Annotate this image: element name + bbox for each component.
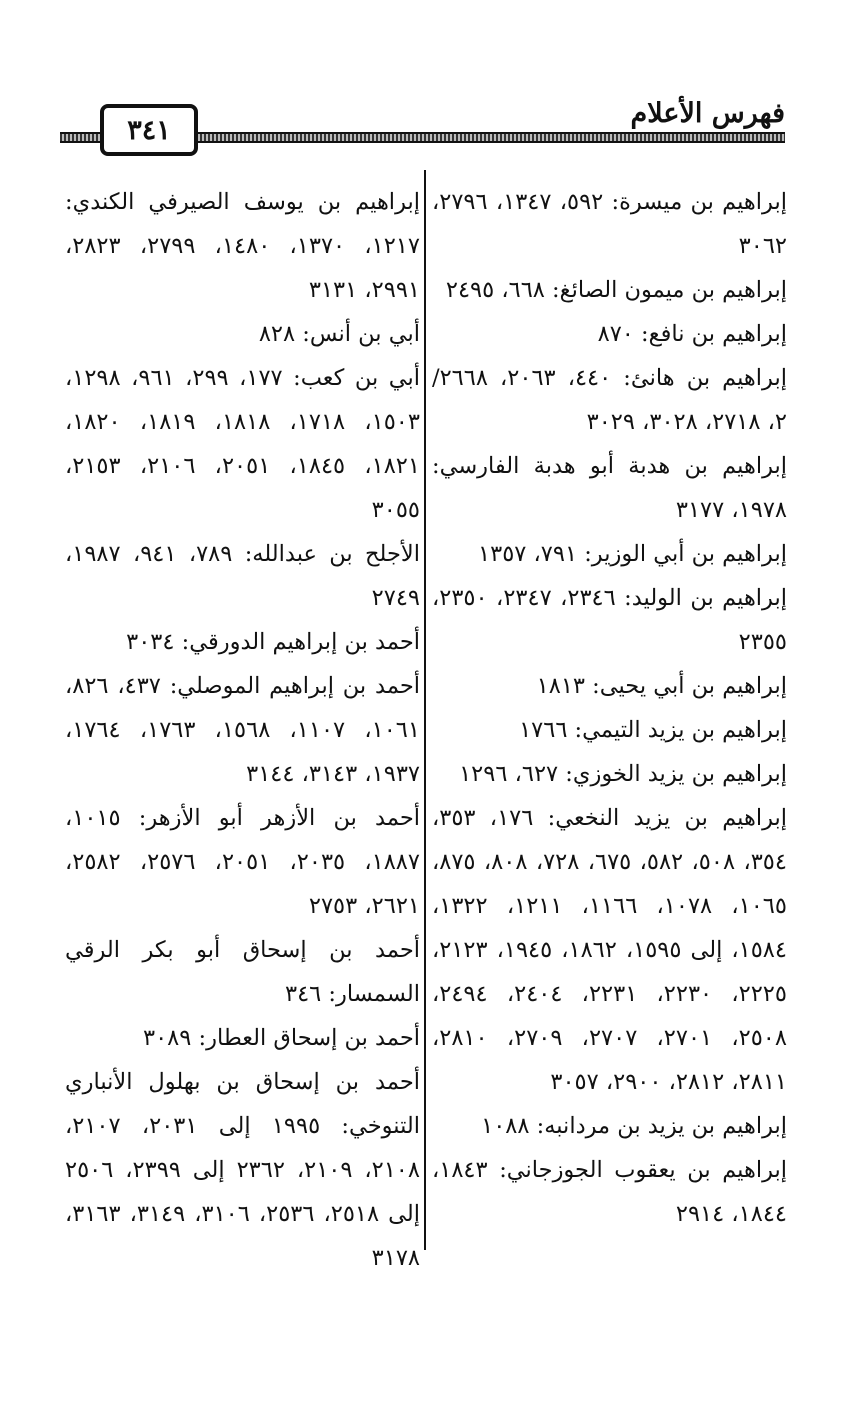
index-entry: الأجلح بن عبدالله: ٧٨٩، ٩٤١، ١٩٨٧، ٢٧٤٩ (65, 541, 420, 611)
index-column-left (65, 180, 420, 1280)
index-entry: أحمد بن إسحاق أبو بكر الرقي السمسار: ٣٤٦ (65, 937, 420, 1007)
index-entry: إبراهيم بن يزيد بن مردانبه: ١٠٨٨ (481, 1113, 787, 1139)
index-entry: أحمد بن إبراهيم الموصلي: ٤٣٧، ٨٢٦، ١٠٦١، ١١٠٧، ١٥٦٨، ١٧٦٣، ١٧٦٤، ١٩٣٧، ٣١٤٣، ٣١٤٤ (65, 673, 420, 787)
index-entry: أبي بن أنس: ٨٢٨ (258, 321, 420, 347)
index-column-right (432, 180, 787, 1236)
index-entry: إبراهيم بن يزيد النخعي: ١٧٦، ٣٥٣، ٣٥٤، ٥٠٨، ٥٨٢، ٦٧٥، ٧٢٨، ٨٠٨، ٨٧٥، ١٠٦٥، ١٠٧٨، ١١٦٦، ١٢١١، ١٣٢٢، ١٥٨٤، إلى ١٥٩٥، ١٨٦٢، ١٩٤٥، ٢١٢٣، ٢٢٢٥، ٢٢٣٠، ٢٢٣١، ٢٤٠٤، ٢٤٩٤، ٢٥٠٨، ٢٧٠١، ٢٧٠٧، ٢٧٠٩، ٢٨١٠، ٢٨١١، ٢٨١٢، ٢٩٠٠، ٣٠٥٧ (432, 805, 787, 1095)
index-entry: إبراهيم بن يزيد التيمي: ١٧٦٦ (519, 717, 787, 743)
index-entry: أحمد بن إسحاق بن بهلول الأنباري التنوخي: ١٩٩٥ إلى ٢٠٣١، ٢١٠٧، ٢١٠٨، ٢١٠٩، ٢٣٦٢ إلى ٢٣٩٩، ٢٥٠٦ إلى ٢٥١٨، ٢٥٣٦، ٣١٠٦، ٣١٤٩، ٣١٦٣، ٣١٧٨ (65, 1069, 420, 1271)
page-header (60, 92, 785, 152)
index-entry: أحمد بن إسحاق العطار: ٣٠٨٩ (143, 1025, 420, 1051)
index-entry: إبراهيم بن أبي الوزير: ٧٩١، ١٣٥٧ (478, 541, 787, 567)
column-divider (424, 170, 426, 1250)
index-entry: أحمد بن الأزهر أبو الأزهر: ١٠١٥، ١٨٨٧، ٢٠٣٥، ٢٠٥١، ٢٥٧٦، ٢٥٨٢، ٢٦٢١، ٢٧٥٣ (65, 805, 420, 919)
index-entry: إبراهيم بن يعقوب الجوزجاني: ١٨٤٣، ١٨٤٤، ٢٩١٤ (432, 1157, 787, 1227)
page-number: ٣٤١ (100, 104, 198, 156)
index-entry: إبراهيم بن الوليد: ٢٣٤٦، ٢٣٤٧، ٢٣٥٠، ٢٣٥٥ (432, 585, 787, 655)
index-entry: أبي بن كعب: ١٧٧، ٢٩٩، ٩٦١، ١٢٩٨، ١٥٠٣، ١٧١٨، ١٨١٨، ١٨١٩، ١٨٢٠، ١٨٢١، ١٨٤٥، ٢٠٥١، ٢١٠٦، ٢١٥٣، ٣٠٥٥ (65, 365, 420, 523)
index-entry: أحمد بن إبراهيم الدورقي: ٣٠٣٤ (126, 629, 420, 655)
index-entry: إبراهيم بن هانئ: ٤٤٠، ٢٠٦٣، ٢٦٦٨/ ٢، ٢٧١٨، ٣٠٢٨، ٣٠٢٩ (432, 365, 787, 435)
running-title: فهرس الأعلام (623, 98, 785, 129)
index-entry: إبراهيم بن ميسرة: ٥٩٢، ١٣٤٧، ٢٧٩٦، ٣٠٦٢ (432, 189, 787, 259)
index-entry: إبراهيم بن يزيد الخوزي: ٦٢٧، ١٢٩٦ (459, 761, 787, 787)
index-entry: إبراهيم بن يوسف الصيرفي الكندي: ١٢١٧، ١٣٧٠، ١٤٨٠، ٢٧٩٩، ٢٨٢٣، ٢٩٩١، ٣١٣١ (65, 189, 420, 303)
index-entry: إبراهيم بن نافع: ٨٧٠ (597, 321, 787, 347)
index-entry: إبراهيم بن ميمون الصائغ: ٦٦٨، ٢٤٩٥ (445, 277, 787, 303)
index-entry: إبراهيم بن هدبة أبو هدبة الفارسي: ١٩٧٨، ٣١٧٧ (432, 453, 787, 523)
index-entry: إبراهيم بن أبي يحيى: ١٨١٣ (536, 673, 787, 699)
